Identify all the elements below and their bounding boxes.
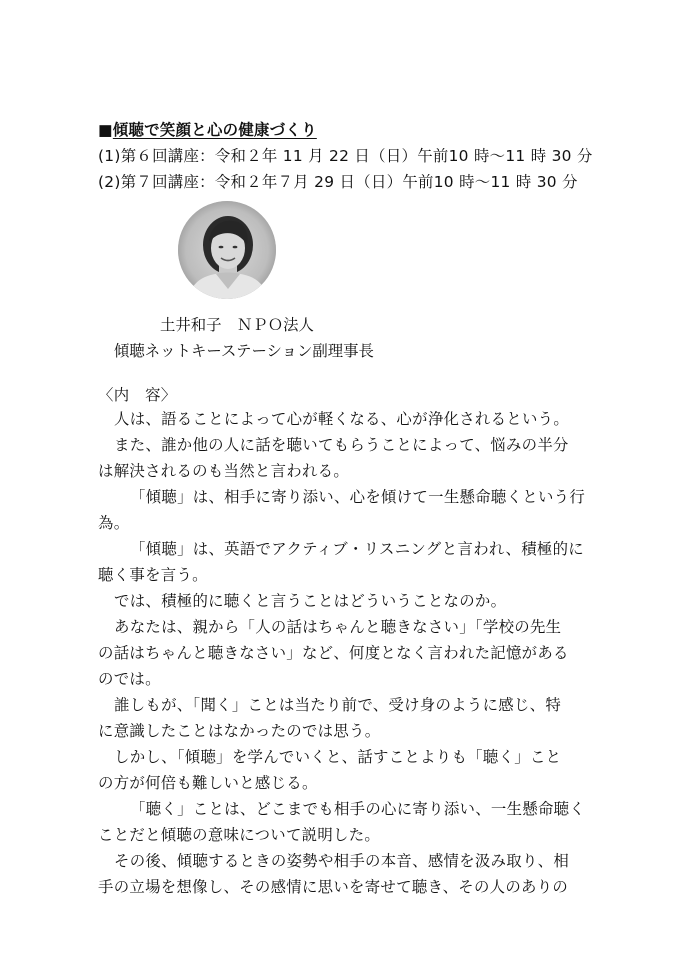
content-line: 「傾聴」は、相手に寄り添い、心を傾けて一生懸命聴くという行	[130, 488, 586, 506]
content-label: 〈内 容〉	[98, 386, 177, 404]
square-bullet-icon: ■	[98, 121, 113, 139]
content-line: の話はちゃんと聴きなさい」など、何度となく言われた記憶がある	[98, 644, 569, 662]
content-line: のでは。	[98, 670, 161, 688]
content-line: 聴く事を言う。	[98, 566, 208, 584]
content-line: その後、傾聴するときの姿勢や相手の本音、感情を汲み取り、相	[114, 852, 570, 870]
content-line: は解決されるのも当然と言われる。	[98, 462, 350, 480]
content-line: 為。	[98, 514, 130, 532]
speaker-role: 傾聴ネットキーステーション副理事長	[114, 342, 374, 360]
content-line: また、誰か他の人に話を聴いてもらうことによって、悩みの半分	[114, 436, 569, 454]
content-line: に意識したことはなかったのでは思う。	[98, 722, 381, 740]
content-line: あなたは、親から「人の話はちゃんと聴きなさい」「学校の先生	[114, 618, 562, 636]
session-line-2: (2)第７回講座：令和２年７月 29 日（日）午前10 時〜11 時 30 分	[98, 173, 578, 191]
content-line: ことだと傾聴の意味について説明した。	[98, 826, 381, 844]
speaker-photo	[178, 201, 276, 299]
content-line: 「聴く」ことは、どこまでも相手の心に寄り添い、一生懸命聴く	[130, 800, 586, 818]
content-line: 誰しもが、「聞く」ことは当たり前で、受け身のように感じ、特	[114, 696, 562, 714]
content-line: の方が何倍も難しいと感じる。	[98, 774, 318, 792]
content-line: 手の立場を想像し、その感情に思いを寄せて聴き、その人のありの	[98, 878, 569, 896]
content-line: 人は、語ることによって心が軽くなる、心が浄化されるという。	[114, 410, 570, 428]
speaker-portrait-icon	[178, 201, 276, 299]
content-line: しかし、「傾聴」を学んでいくと、話すことよりも「聴く」こと	[114, 748, 562, 766]
speaker-name-org: 土井和子 ＮＰＯ法人	[160, 316, 314, 334]
content-line: 「傾聴」は、英語でアクティブ・リスニングと言われ、積極的に	[130, 540, 584, 558]
session-line-1: (1)第６回講座：令和２年 11 月 22 日（日）午前10 時〜11 時 30 分	[98, 147, 593, 165]
content-line: では、積極的に聴くと言うことはどういうことなのか。	[114, 592, 507, 610]
article-heading	[98, 117, 598, 143]
heading-text: 傾聴で笑顔と心の健康づくり	[112, 121, 317, 139]
